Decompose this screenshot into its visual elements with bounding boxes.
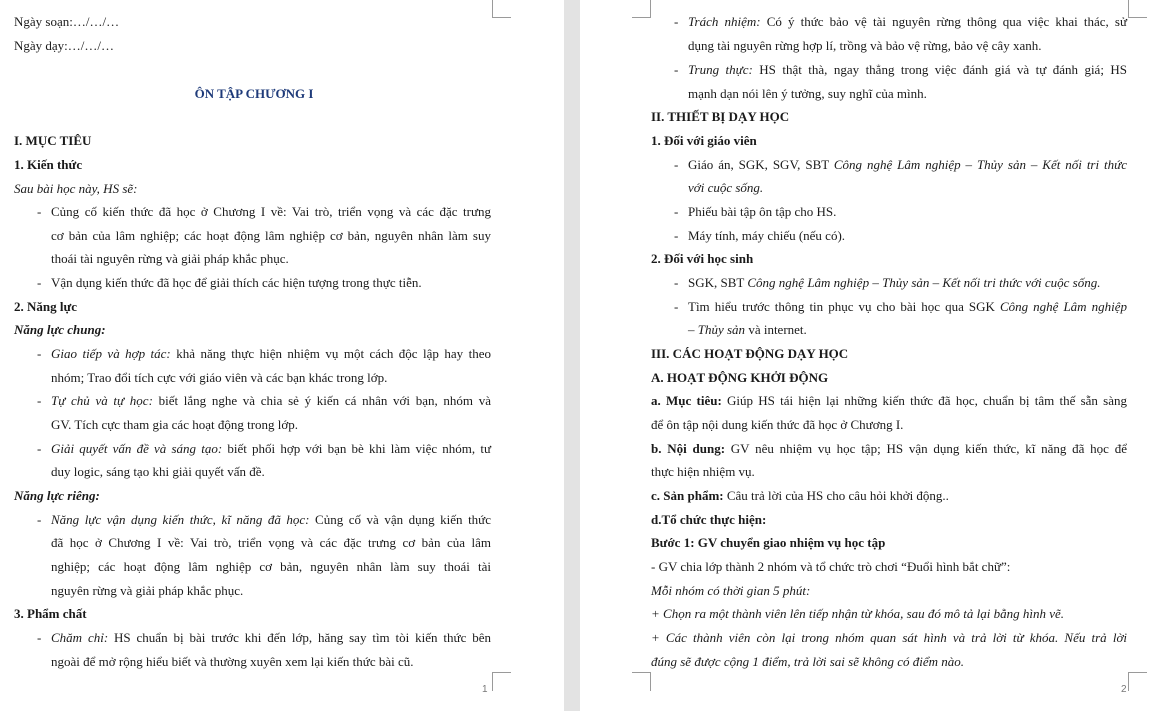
subsection-heading (651, 251, 753, 267)
bullet-line (51, 441, 491, 457)
text-line (651, 393, 1127, 409)
date-prepared-line (14, 14, 119, 30)
text-run: Câu trả lời của HS cho câu hỏi khởi động.. (723, 488, 949, 503)
section-heading (651, 346, 848, 362)
subsection-heading (14, 299, 77, 315)
text-run: a. Mục tiêu: (651, 393, 722, 408)
text-run: nghiệp; các hoạt động lâm nghiệp cơ bản, nguyên nhân làm suy thoái tài (51, 559, 491, 574)
text-line (651, 654, 964, 670)
text-run: Máy tính, máy chiếu (nếu có). (688, 228, 846, 243)
text-run: Củng cố kiến thức đã học ở Chương I về: Vai trò, triển vọng và các đặc trưng (51, 204, 491, 219)
text-line (51, 417, 298, 433)
bullet-line (688, 157, 1127, 173)
text-run: Giao tiếp và hợp tác: (51, 346, 171, 361)
text-run: A. HOẠT ĐỘNG KHỞI ĐỘNG (651, 370, 829, 385)
text-run: Tự chủ và tự học: (51, 393, 153, 408)
page-number: 1 (482, 684, 488, 695)
text-run: với cuộc sống. (688, 180, 764, 195)
text-run: cơ bản của lâm nghiệp; các hoạt động lâm nghiệp cơ bản, nguyên nhân làm suy (51, 228, 491, 243)
document-page-1 (0, 0, 564, 711)
text-run: Vận dụng kiến thức đã học để giải thích các hiện tượng trong thực tiễn. (51, 275, 422, 290)
margin-mark (492, 672, 511, 691)
text-run: 3. Phẩm chất (14, 606, 87, 621)
text-run: Công nghệ Lâm nghiệp – Thủy sản – Kết nối tri thức với cuộc sống. (747, 275, 1101, 290)
text-run: Năng lực vận dụng kiến thức, kĩ năng đã học: (51, 512, 310, 527)
text-run: đã học ở Chương I về: Vai trò, triển vọng và các đặc trưng cơ bản của lâm (51, 535, 491, 550)
text-run: ngoài để mở rộng hiểu biết và thường xuyên xem lại kiến thức bài cũ. (51, 654, 414, 669)
text-run: thoái tài nguyên rừng và giải pháp khắc phục. (51, 251, 289, 266)
subsection-heading (651, 133, 757, 149)
text-run: 1. Kiến thức (14, 157, 83, 172)
text-run: Ngày soạn:…/…/… (14, 14, 120, 29)
bullet-line (688, 62, 1127, 78)
text-run: + Các thành viên còn lại trong nhóm quan sát hình và trả lời từ khóa. Nếu trả lời (651, 630, 1127, 645)
subsection-heading (14, 157, 82, 173)
text-run: biết phối hợp với bạn bè khi làm việc nhóm, tư (222, 441, 491, 456)
bullet-line (688, 204, 836, 220)
intro-text (14, 181, 137, 197)
section-heading (651, 109, 789, 125)
bullet-line (51, 204, 491, 220)
text-line (651, 464, 755, 480)
text-run: b. Nội dung: (651, 441, 726, 456)
text-line (651, 583, 810, 599)
text-run: biết lắng nghe và chia sẻ ý kiến cá nhân với bạn, nhóm và (152, 393, 491, 408)
margin-mark (632, 672, 651, 691)
text-line (51, 583, 243, 599)
text-run: Năng lực chung: (14, 322, 106, 337)
bullet-line (51, 275, 422, 291)
text-line (651, 441, 1127, 457)
margin-mark (1128, 672, 1147, 691)
text-run: Bước 1: GV chuyển giao nhiệm vụ học tập (651, 535, 886, 550)
text-run: Công nghệ Lâm nghiệp – Thủy sản – Kết nối tri thức (833, 157, 1127, 172)
bullet-line (51, 512, 491, 528)
text-run: khả năng thực hiện nhiệm vụ một cách độc lập hay theo (170, 346, 491, 361)
subsection-heading (14, 606, 87, 622)
text-run: Giáo án, SGK, SGV, SBT (688, 157, 834, 172)
text-line (651, 630, 1127, 646)
text-run: Năng lực riêng: (14, 488, 100, 503)
text-run: nguyên rừng và giải pháp khắc phục. (51, 583, 244, 598)
text-run: Mỗi nhóm có thời gian 5 phút: (651, 583, 811, 598)
page-number: 2 (1121, 684, 1127, 695)
subheading (651, 535, 885, 551)
date-taught-line (14, 38, 114, 54)
text-run: HS chuẩn bị bài trước khi đến lớp, hăng say tìm tòi kiến thức bên (108, 630, 491, 645)
text-line (51, 535, 491, 551)
margin-mark (1128, 0, 1147, 18)
text-run: Củng cố và vận dụng kiến thức (309, 512, 491, 527)
text-run: Giúp HS tái hiện lại những kiến thức đã học, chuẩn bị tâm thế sẵn sàng (721, 393, 1127, 408)
section-heading (14, 133, 91, 149)
text-line (651, 606, 1064, 622)
text-run: 2. Đối với học sinh (651, 251, 754, 266)
text-run: 1. Đối với giáo viên (651, 133, 757, 148)
text-run: Công nghệ Lâm nghiệp (999, 299, 1127, 314)
text-run: Trung thực: (688, 62, 753, 77)
text-run: 2. Năng lực (14, 299, 78, 314)
margin-mark (632, 0, 651, 18)
text-line (51, 228, 491, 244)
document-page-2 (580, 0, 1158, 711)
text-run: mạnh dạn nói lên ý tưởng, suy nghĩ của mình. (688, 86, 927, 101)
text-run: SGK, SBT (688, 275, 748, 290)
text-run: GV. Tích cực tham gia các hoạt động trong lớp. (51, 417, 299, 432)
text-line (51, 251, 289, 267)
text-run: Có ý thức bảo vệ tài nguyên rừng thông qua việc khai thác, sử (760, 14, 1127, 29)
bullet-line (51, 630, 491, 646)
text-run: để ôn tập nội dung kiến thức đã học ở Chương I. (651, 417, 904, 432)
text-run: thực hiện nhiệm vụ. (651, 464, 755, 479)
text-run: đúng sẽ được cộng 1 điểm, trả lời sai sẽ không có điểm nào. (651, 654, 965, 669)
bullet-line (688, 228, 845, 244)
text-run: ÔN TẬP CHƯƠNG I (194, 86, 314, 101)
text-line (51, 370, 387, 386)
text-run: Chăm chỉ: (51, 630, 109, 645)
text-run: GV nêu nhiệm vụ học tập; HS vận dụng kiến thức, kĩ năng đã học để (725, 441, 1127, 456)
text-run: III. CÁC HOẠT ĐỘNG DẠY HỌC (651, 346, 849, 361)
text-run: duy logic, sáng tạo khi giải quyết vấn đề. (51, 464, 265, 479)
text-run: d.Tổ chức thực hiện: (651, 512, 767, 527)
subsection-heading (651, 370, 828, 386)
document-title (0, 86, 508, 102)
text-line (651, 417, 903, 433)
text-line (688, 86, 927, 102)
text-run: và internet. (745, 322, 807, 337)
text-run: nhóm; Trao đổi tích cực với giáo viên và các bạn khác trong lớp. (51, 370, 388, 385)
bullet-line (51, 393, 491, 409)
text-line (688, 38, 1041, 54)
text-run: dụng tài nguyên rừng hợp lí, trồng và bảo vệ rừng, bảo vệ cây xanh. (688, 38, 1042, 53)
bullet-line (688, 299, 1127, 315)
text-line (51, 464, 265, 480)
text-run: Tìm hiểu trước thông tin phục vụ cho bài học qua SGK (688, 299, 1000, 314)
text-run: + Chọn ra một thành viên lên tiếp nhận từ khóa, sau đó mô tả lại bằng hình vẽ. (651, 606, 1065, 621)
text-run: II. THIẾT BỊ DẠY HỌC (651, 109, 790, 124)
margin-mark (492, 0, 511, 18)
bullet-line (688, 14, 1127, 30)
text-run: I. MỤC TIÊU (14, 133, 92, 148)
text-run: Trách nhiệm: (688, 14, 761, 29)
text-line (51, 654, 414, 670)
subheading (14, 322, 106, 338)
text-run: Giải quyết vấn đề và sáng tạo: (51, 441, 223, 456)
bullet-line (51, 346, 491, 362)
text-run: Ngày dạy:…/…/… (14, 38, 115, 53)
text-run: Phiếu bài tập ôn tập cho HS. (688, 204, 837, 219)
text-run: Sau bài học này, HS sẽ: (14, 181, 138, 196)
subheading (14, 488, 100, 504)
text-line (51, 559, 491, 575)
bullet-line (688, 275, 1100, 291)
text-run: – Thủy sản (688, 322, 746, 337)
text-run: - GV chia lớp thành 2 nhóm và tổ chức trò chơi “Đuổi hình bắt chữ”: (651, 559, 1011, 574)
text-line (651, 488, 949, 504)
text-line (651, 559, 1010, 575)
text-line (688, 322, 807, 338)
text-line (688, 180, 763, 196)
text-run: c. Sản phẩm: (651, 488, 724, 503)
text-run: HS thật thà, ngay thẳng trong việc đánh giá và tự đánh giá; HS (752, 62, 1128, 77)
subheading (651, 512, 766, 528)
